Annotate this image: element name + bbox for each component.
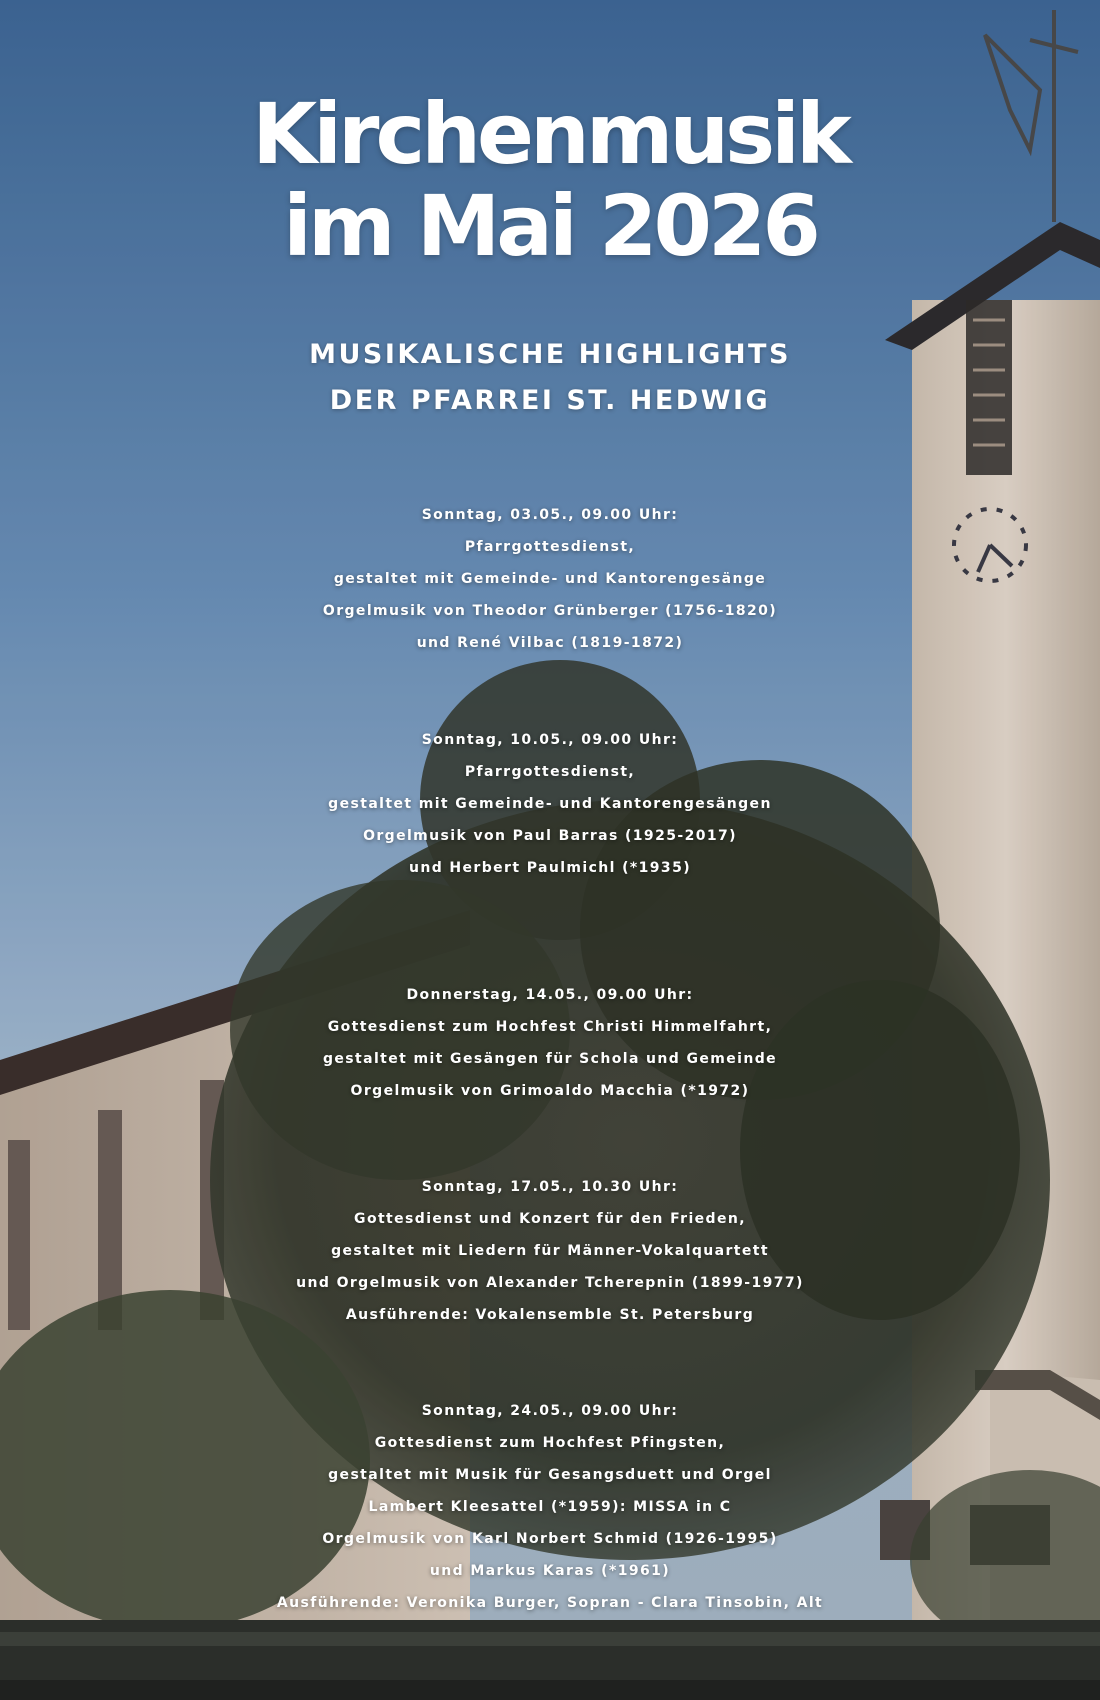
event-line: und Herbert Paulmichl (*1935) bbox=[408, 860, 692, 876]
event-line: Gottesdienst zum Hochfest Pfingsten, bbox=[374, 1435, 726, 1451]
event-4 bbox=[0, 1171, 1100, 1331]
event-date-time: Sonntag, 03.05., 09.00 Uhr: bbox=[421, 507, 679, 523]
event-date-time: Donnerstag, 14.05., 09.00 Uhr: bbox=[406, 987, 694, 1003]
event-line: Orgelmusik von Theodor Grünberger (1756-1820) bbox=[322, 603, 778, 619]
event-line: Orgelmusik von Grimoaldo Macchia (*1972) bbox=[350, 1083, 750, 1099]
event-line: gestaltet mit Gesängen für Schola und Gemeinde bbox=[322, 1051, 778, 1067]
event-date-time: Sonntag, 10.05., 09.00 Uhr: bbox=[421, 732, 679, 748]
event-performers: Ausführende: Veronika Burger, Sopran - Clara Tinsobin, Alt bbox=[276, 1595, 824, 1611]
event-line: Gottesdienst zum Hochfest Christi Himmelfahrt, bbox=[327, 1019, 773, 1035]
event-line: Gottesdienst und Konzert für den Frieden, bbox=[354, 1211, 746, 1227]
event-2 bbox=[0, 724, 1100, 884]
event-5 bbox=[0, 1395, 1100, 1619]
event-3 bbox=[0, 979, 1100, 1107]
event-line: gestaltet mit Gemeinde- und Kantorengesänge bbox=[333, 571, 767, 587]
event-line: Lambert Kleesattel (*1959): MISSA in C bbox=[368, 1499, 732, 1515]
subtitle-line-2: DER PFARREI ST. HEDWIG bbox=[329, 385, 771, 416]
title-line-2: im Mai 2026 bbox=[283, 177, 817, 275]
event-line: Pfarrgottesdienst, bbox=[464, 764, 636, 780]
event-line: und René Vilbac (1819-1872) bbox=[416, 635, 684, 651]
event-line: Orgelmusik von Karl Norbert Schmid (1926-1995) bbox=[322, 1531, 778, 1547]
event-line: gestaltet mit Gemeinde- und Kantorengesängen bbox=[328, 796, 772, 812]
subtitle bbox=[0, 332, 1100, 424]
event-date-time: Sonntag, 24.05., 09.00 Uhr: bbox=[421, 1403, 679, 1419]
event-line: und Markus Karas (*1961) bbox=[429, 1563, 671, 1579]
title-line-1: Kirchenmusik bbox=[252, 85, 848, 183]
event-line: Orgelmusik von Paul Barras (1925-2017) bbox=[363, 828, 737, 844]
subtitle-line-1: MUSIKALISCHE HIGHLIGHTS bbox=[309, 339, 791, 370]
page-title bbox=[0, 85, 1100, 275]
event-line: gestaltet mit Liedern für Männer-Vokalquartett bbox=[331, 1243, 769, 1259]
event-1 bbox=[0, 499, 1100, 659]
event-line: und Orgelmusik von Alexander Tcherepnin (1899-1977) bbox=[296, 1275, 804, 1291]
event-line: Pfarrgottesdienst, bbox=[464, 539, 636, 555]
event-line: gestaltet mit Musik für Gesangsduett und Orgel bbox=[328, 1467, 772, 1483]
event-date-time: Sonntag, 17.05., 10.30 Uhr: bbox=[421, 1179, 679, 1195]
event-line: Ausführende: Vokalensemble St. Petersburg bbox=[345, 1307, 755, 1323]
